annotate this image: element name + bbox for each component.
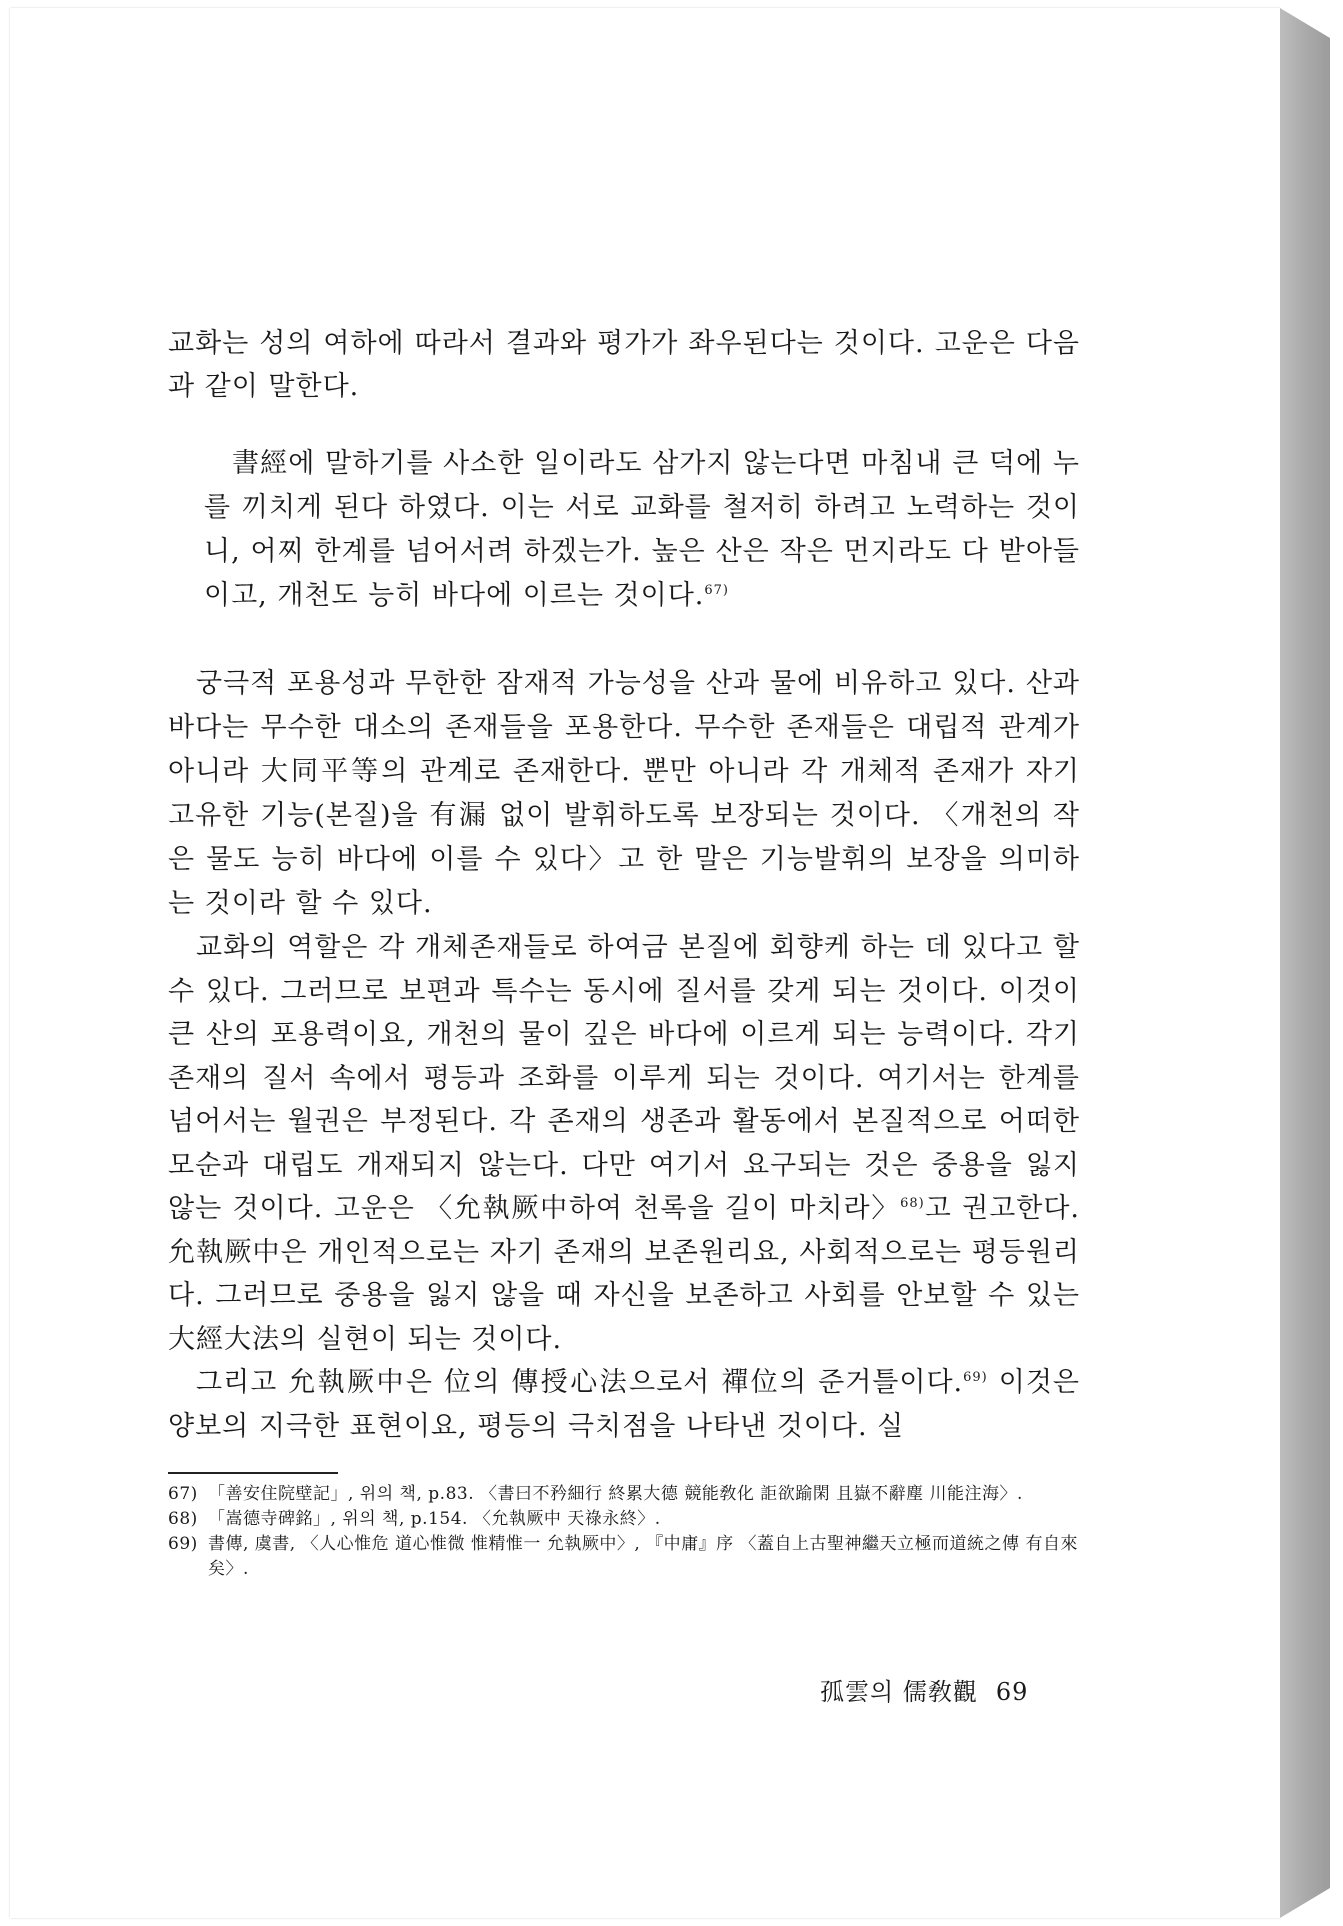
footnote-ref-68: 68) <box>900 1196 925 1211</box>
paragraph-3 <box>168 926 1080 1361</box>
footnote-68 <box>168 1507 1080 1532</box>
page-content <box>168 322 1080 1582</box>
footnote-rule <box>168 1472 338 1474</box>
quote-text: 書經에 말하기를 사소한 일이라도 삼가지 않는다면 마침내 큰 덕에 누를 끼치게 된다 하였다. 이는 서로 교화를 철저히 하려고 노력하는 것이니, 어찌 한계를 넘어서려 하겠는가. 높은 산은 작은 먼지라도 다 받아들이고, 개천도 능히 바다에 이르는 것이다. <box>204 448 1080 611</box>
footnote-number: 67) <box>168 1484 198 1504</box>
paragraph-4 <box>168 1361 1080 1448</box>
block-quote <box>168 442 1080 618</box>
footnote-ref-69: 69) <box>963 1370 988 1385</box>
footnote-69 <box>168 1532 1080 1582</box>
footnote-67 <box>168 1482 1080 1507</box>
paragraph-1: 교화는 성의 여하에 따라서 결과와 평가가 좌우된다는 것이다. 고운은 다음과 같이 말한다. <box>168 328 1080 402</box>
footnote-text: 「善安住院壁記」, 위의 책, p.83. 〈書曰不矜細行 終累大德 競能敎化 詎欲踰閑 且嶽不辭塵 川能注海〉. <box>208 1484 1023 1504</box>
paragraph-3-text-b: 고 권고한다. 允執厥中은 개인적으로는 자기 존재의 보존원리요, 사회적으로는 평등원리다. 그러므로 중용을 잃지 않을 때 자신을 보존하고 사회를 안보할 수 있는 大經大法의 실현이 되는 것이다. <box>168 1193 1080 1355</box>
paragraph-4-text-a: 그리고 允執厥中은 位의 傳授心法으로서 禪位의 준거틀이다. <box>196 1367 964 1398</box>
paragraph-2: 궁극적 포용성과 무한한 잠재적 가능성을 산과 물에 비유하고 있다. 산과 바다는 무수한 대소의 존재들을 포용한다. 무수한 존재들은 대립적 관계가 아니라 大同平等의 관계로 존재한다. 뿐만 아니라 각 개체적 존재가 자기 고유한 기능(본질)을 有漏 없이 발휘하도록 보장되는 것이다. 〈개천의 작은 물도 능히 바다에 이를 수 있다〉고 한 말은 기능발휘의 보장을 의미하는 것이라 할 수 있다. <box>168 668 1080 919</box>
footnote-number: 69) <box>168 1534 198 1554</box>
footnote-text: 「嵩德寺碑銘」, 위의 책, p.154. 〈允執厥中 天祿永終〉. <box>208 1509 661 1529</box>
footnotes <box>168 1482 1080 1582</box>
footnote-text: 書傳, 虞書, 〈人心惟危 道心惟微 惟精惟一 允執厥中〉, 『中庸』序 〈蓋自上古聖神繼天立極而道統之傳 有自來矣〉. <box>208 1534 1078 1579</box>
running-footer <box>820 1672 1028 1707</box>
footnote-ref-67: 67) <box>704 583 730 598</box>
paragraph-4-text-b: 이것은 양보의 지극한 표현이요, 평등의 극치점을 나타낸 것이다. 실 <box>168 1367 1080 1442</box>
running-title: 孤雲의 儒敎觀 <box>820 1678 978 1706</box>
book-spine <box>1280 8 1330 1918</box>
page-number: 69 <box>995 1678 1029 1706</box>
footnote-number: 68) <box>168 1509 198 1529</box>
paragraph-3-text-a: 교화의 역할은 각 개체존재들로 하여금 본질에 회향케 하는 데 있다고 할 수 있다. 그러므로 보편과 특수는 동시에 질서를 갖게 되는 것이다. 이것이 큰 산의 포용력이요, 개천의 물이 깊은 바다에 이르게 되는 능력이다. 각기 존재의 질서 속에서 평등과 조화를 이루게 되는 것이다. 여기서는 한계를 넘어서는 월권은 부정된다. 각 존재의 생존과 활동에서 본질적으로 어떠한 모순과 대립도 개재되지 않는다. 다만 여기서 요구되는 것은 중용을 잃지 않는 것이다. 고운은 〈允執厥中하여 천록을 길이 마치라〉 <box>168 932 1080 1224</box>
